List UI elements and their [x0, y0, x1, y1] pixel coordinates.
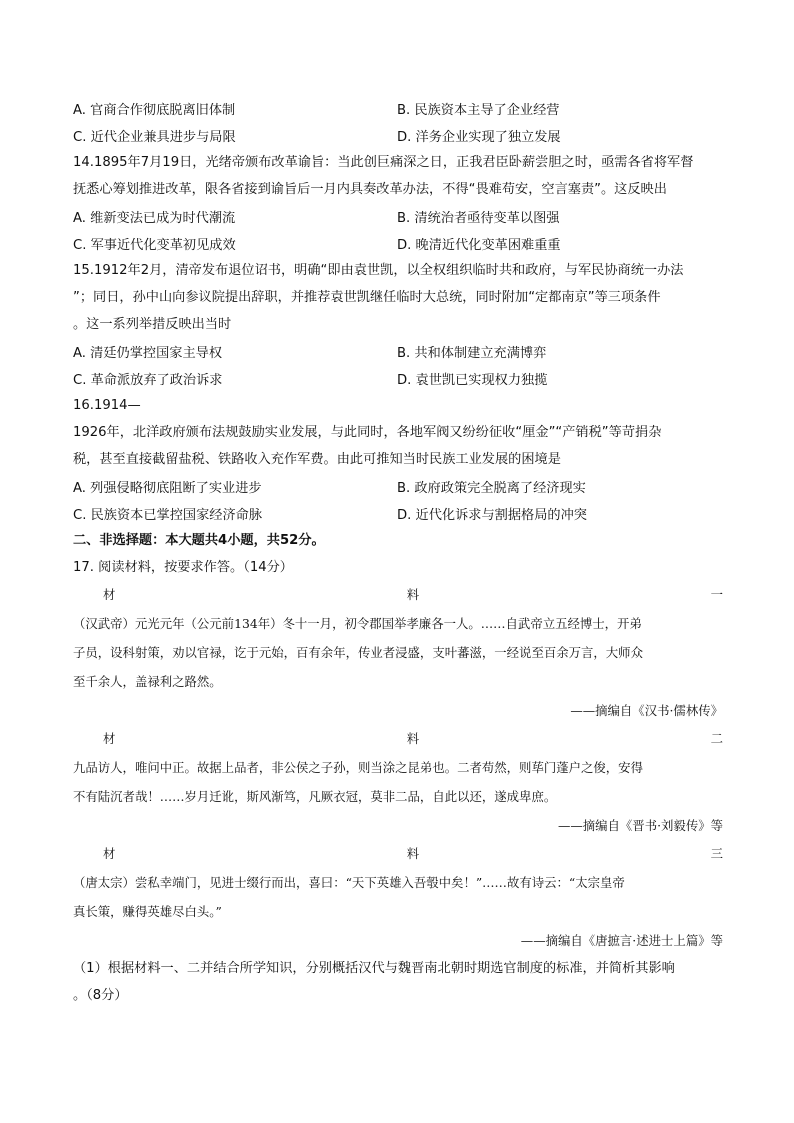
q13-options-row1	[73, 95, 723, 122]
material-2-heading	[73, 725, 723, 753]
q17-sub1-line1: （1）根据材料一、二并结合所学知识，分别概括汉代与魏晋南北朝时期选官制度的标准，并简析其影响	[73, 961, 675, 976]
material-1-line1: （汉武帝）元光元年（公元前134年）冬十一月，初令郡国举孝廉各一人。……自武帝立五经博士，开弟	[73, 616, 642, 631]
q16-stem-line3: 税，甚至直接截留盐税、铁路收入充作军费。由此可推知当时民族工业发展的困境是	[73, 452, 561, 467]
q17-title: 17. 阅读材料，按要求作答。（14分）	[73, 560, 293, 575]
q14-option-c: C. 军事近代化变革初见成效	[73, 238, 236, 253]
material-3-line1: （唐太宗）尝私幸端门，见进士缀行而出，喜曰：“天下英雄入吾彀中矣！”……故有诗云：“太宗皇帝	[73, 875, 625, 890]
material-2-source: ——摘编自《晋书·刘毅传》等	[557, 818, 723, 833]
material-2-heading-char1: 材	[103, 731, 116, 746]
material-3-heading	[73, 840, 723, 868]
q15-stem-line1: 15.1912年2月，清帝发布退位诏书，明确“即由袁世凯，以全权组织临时共和政府，与军民协商统一办法	[73, 263, 684, 278]
q15-option-b: B. 共和体制建立充满博弈	[397, 346, 547, 361]
q14-option-b: B. 清统治者亟待变革以图强	[397, 211, 560, 226]
q14-stem-line2: 抚悉心筹划推进改革，限各省接到谕旨后一月内具奏改革办法，不得“畏难苟安，空言塞责”。这反映出	[73, 182, 667, 197]
q16-options-row1	[73, 473, 723, 500]
q16-option-b: B. 政府政策完全脱离了经济现实	[397, 481, 586, 496]
material-3-heading-char2: 料	[406, 846, 420, 861]
q14-option-a: A. 维新变法已成为时代潮流	[73, 211, 236, 226]
q15-stem-line3: 。这一系列举措反映出当时	[73, 317, 232, 332]
material-3-heading-char1: 材	[103, 846, 116, 861]
q14-options-row1	[73, 203, 723, 230]
q13-option-d: D. 洋务企业实现了独立发展	[397, 130, 561, 145]
material-2-line2: 不有陆沉者哉！……岁月迁讹，斯风渐笃，凡厥衣冠，莫非二品，自此以还，遂成卑庶。	[73, 789, 557, 804]
material-3-heading-char3: 三	[710, 846, 723, 861]
q15-option-a: A. 清廷仍掌控国家主导权	[73, 346, 223, 361]
q13-option-c: C. 近代企业兼具进步与局限	[73, 130, 236, 145]
material-1-line2: 子员，设科射策，劝以官禄，讫于元始，百有余年，传业者浸盛，支叶蕃滋，一经说至百余万言，大师众	[73, 645, 643, 660]
material-1-source: ——摘编自《汉书·儒林传》	[570, 703, 723, 718]
q16-option-c: C. 民族资本已掌控国家经济命脉	[73, 508, 263, 523]
q16-stem-line1: 16.1914—	[73, 398, 141, 413]
q15-options-row1	[73, 338, 723, 365]
material-1-heading-char2: 料	[406, 587, 420, 602]
q14-option-d: D. 晚清近代化变革困难重重	[397, 238, 561, 253]
q13-option-a: A. 官商合作彻底脱离旧体制	[73, 103, 236, 118]
q16-stem-line2: 1926年，北洋政府颁布法规鼓励实业发展，与此同时，各地军阀又纷纷征收“厘金”“产销税”等苛捐杂	[73, 425, 662, 440]
exam-page	[73, 95, 723, 1009]
material-2-heading-char2: 料	[406, 731, 420, 746]
section-2-heading: 二、非选择题：本大题共4小题，共52分。	[73, 533, 325, 548]
q15-stem-line2: ”；同日，孙中山向参议院提出辞职，并推荐袁世凯继任临时大总统，同时附加“定都南京”等三项条件	[73, 290, 661, 305]
material-1-heading-char3: 一	[710, 587, 723, 602]
q17-sub1-line2: 。（8分）	[73, 988, 128, 1003]
q15-option-c: C. 革命派放弃了政治诉求	[73, 373, 223, 388]
material-3-line2: 真长策，赚得英雄尽白头。”	[73, 904, 222, 919]
q15-options-row2	[73, 365, 723, 392]
material-2-heading-char3: 二	[710, 731, 723, 746]
q13-options-row2	[73, 122, 723, 149]
q16-option-d: D. 近代化诉求与割据格局的冲突	[397, 508, 587, 523]
material-2-line1: 九品访人，唯问中正。故据上品者，非公侯之子孙，则当涂之昆弟也。二者苟然，则荜门蓬户之俊，安得	[73, 760, 643, 775]
material-3-source: ——摘编自《唐摭言·述进士上篇》等	[520, 933, 723, 948]
q16-option-a: A. 列强侵略彻底阻断了实业进步	[73, 481, 262, 496]
q13-option-b: B. 民族资本主导了企业经营	[397, 103, 560, 118]
q14-stem-line1: 14.1895年7月19日，光绪帝颁布改革谕旨：当此创巨痛深之日，正我君臣卧薪尝胆之时，亟需各省将军督	[73, 155, 694, 170]
q14-options-row2	[73, 230, 723, 257]
material-1-line3: 至千余人，盖禄利之路然。	[73, 674, 222, 689]
material-1-heading-char1: 材	[103, 587, 116, 602]
q15-option-d: D. 袁世凯已实现权力独揽	[397, 373, 548, 388]
material-1-heading	[73, 581, 723, 609]
q16-options-row2	[73, 500, 723, 527]
